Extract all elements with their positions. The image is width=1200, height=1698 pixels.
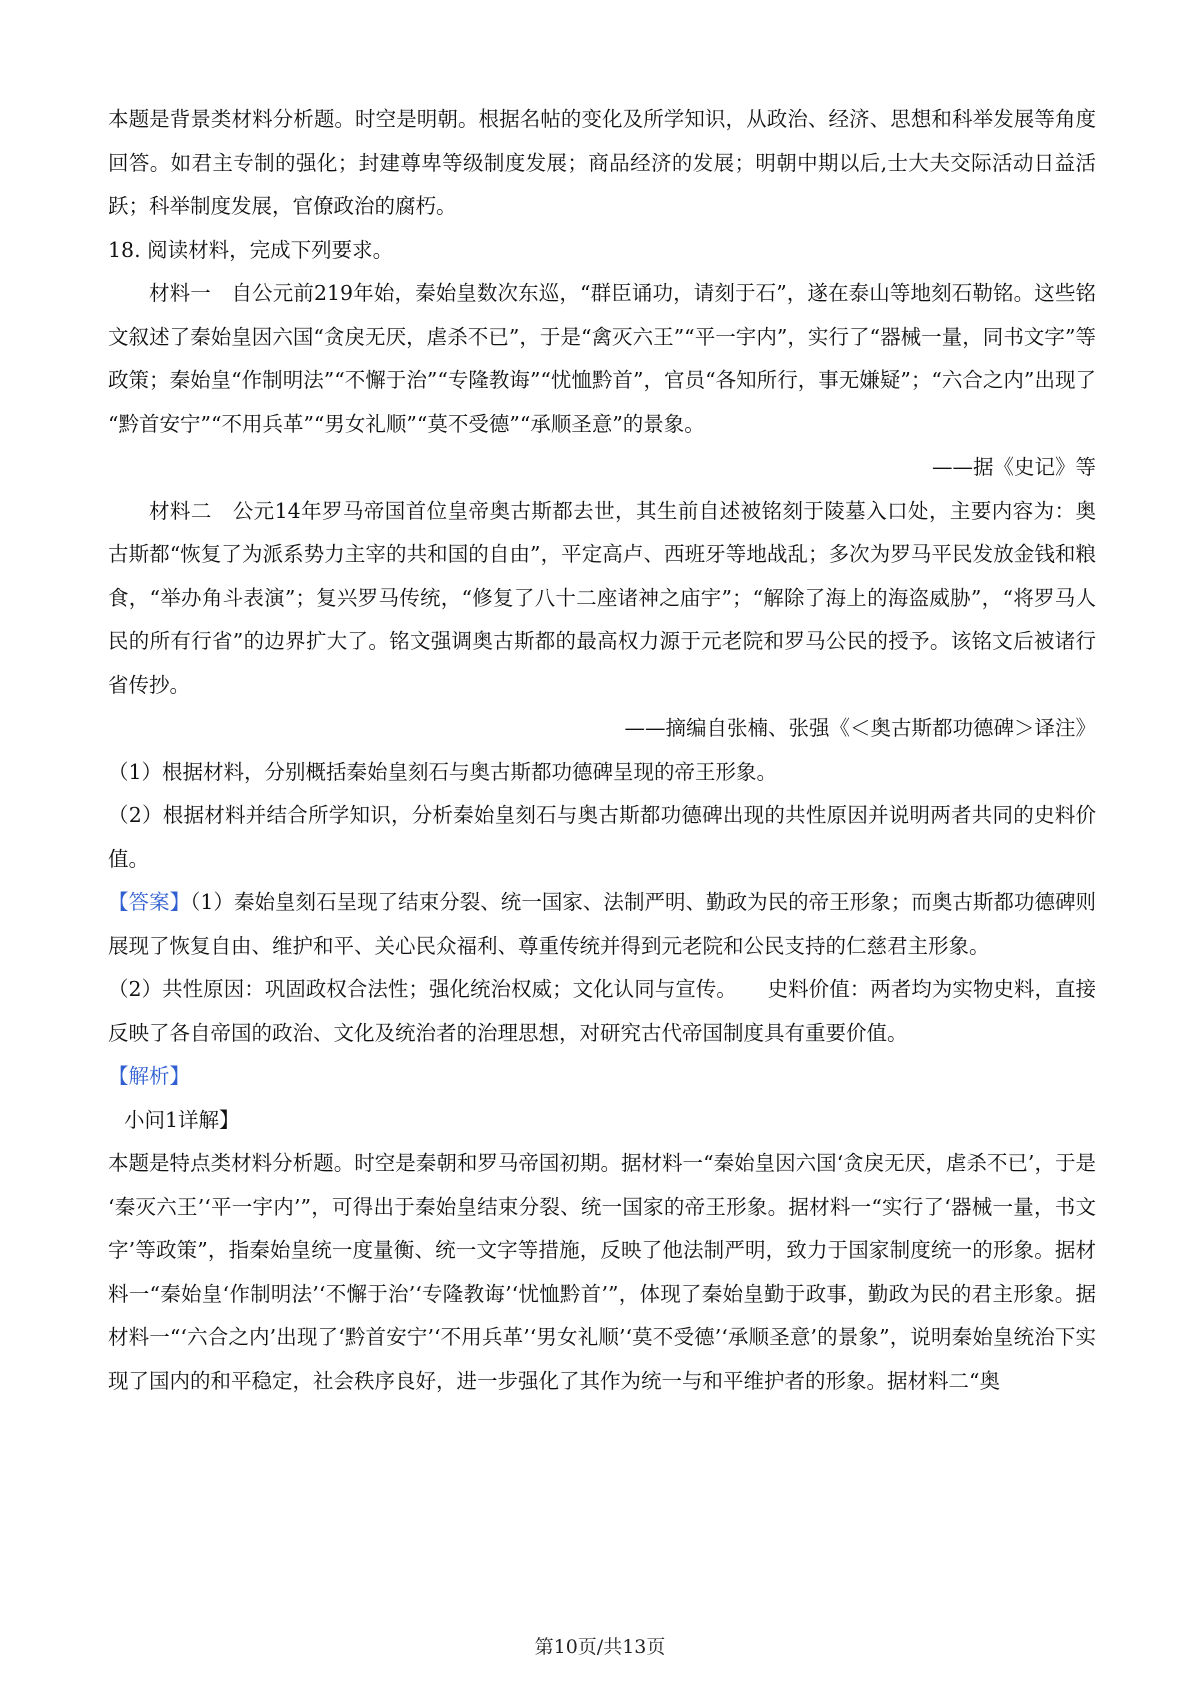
- page-footer: 第10页/共13页: [534, 1636, 666, 1658]
- analysis-subtitle: 小问1详解】: [124, 1107, 240, 1132]
- question-part-1: （1）根据材料，分别概括秦始皇刻石与奥古斯都功德碑呈现的帝王形象。: [108, 759, 778, 784]
- background-paragraph: 本题是背景类材料分析题。时空是明朝。根据名帖的变化及所学知识，从政治、经济、思想和科举发展等角度回答。如君主专制的强化；封建尊卑等级制度发展；商品经济的发展；明朝中期以后,士大夫交际活动日益活跃；科举制度发展，官僚政治的腐朽。: [108, 107, 1096, 218]
- answer-part-1: [108, 881, 1096, 968]
- question-stem: 18. 阅读材料，完成下列要求。: [108, 237, 394, 262]
- answer-tag: 【答案】: [108, 890, 191, 914]
- page-content: [108, 98, 1096, 1403]
- analysis-tag-line: [108, 1055, 1096, 1099]
- analysis-tag: 【解析】: [108, 1064, 190, 1088]
- answer-part-2: （2）共性原因：巩固政权合法性；强化统治权威；文化认同与宣传。 史料价值：两者均为实物史料，直接反映了各自帝国的政治、文化及统治者的治理思想，对研究古代帝国制度具有重要价值。: [108, 977, 1096, 1045]
- question-part-2: （2）根据材料并结合所学知识，分析秦始皇刻石与奥古斯都功德碑出现的共性原因并说明两者共同的史料价值。: [108, 803, 1096, 871]
- material-one: 材料一 自公元前219年始，秦始皇数次东巡，“群臣诵功，请刻于石”，遂在泰山等地刻石勒铭。这些铭文叙述了秦始皇因六国“贪戾无厌，虐杀不已”，于是“禽灭六王”“平一宇内”，实行了“器械一量，同书文字”等政策；秦始皇“作制明法”“不懈于治”“专隆教诲”“忧恤黔首”，官员“各知所行，事无嫌疑”；“六合之内”出现了“黔首安宁”“不用兵革”“男女礼顺”“莫不受德”“承顺圣意”的景象。: [108, 281, 1096, 436]
- material-two-source: ——摘编自张楠、张强《＜奥古斯都功德碑＞译注》: [624, 716, 1096, 740]
- material-one-source: ——据《史记》等: [932, 455, 1096, 479]
- material-two: 材料二 公元14年罗马帝国首位皇帝奥古斯都去世，其生前自述被铭刻于陵墓入口处，主要内容为：奥古斯都“恢复了为派系势力主宰的共和国的自由”，平定高卢、西班牙等地战乱；多次为罗马平民发放金钱和粮食，“举办角斗表演”；复兴罗马传统，“修复了八十二座诸神之庙宇”；“解除了海上的海盗威胁”，“将罗马人民的所有行省”的边界扩大了。铭文强调奥古斯都的最高权力源于元老院和罗马公民的授予。该铭文后被诸行省传抄。: [108, 498, 1096, 697]
- answer-part-1-text: （1）秦始皇刻石呈现了结束分裂、统一国家、法制严明、勤政为民的帝王形象；而奥古斯都功德碑则展现了恢复自由、维护和平、关心民众福利、尊重传统并得到元老院和公民支持的仁慈君主形象。: [108, 890, 1097, 958]
- analysis-paragraph: 本题是特点类材料分析题。时空是秦朝和罗马帝国初期。据材料一“秦始皇因六国‘贪戾无厌，虐杀不已’，于是‘秦灭六王’‘平一宇内’”，可得出于秦始皇结束分裂、统一国家的帝王形象。据材料一“实行了‘器械一量，书文字’等政策”，指秦始皇统一度量衡、统一文字等措施，反映了他法制严明，致力于国家制度统一的形象。据材料一“秦始皇‘作制明法’‘不懈于治’‘专隆教诲’‘忧恤黔首’”，体现了秦始皇勤于政事，勤政为民的君主形象。据材料一“‘六合之内’出现了‘黔首安宁’‘不用兵革’‘男女礼顺’‘莫不受德’‘承顺圣意’的景象”，说明秦始皇统治下实现了国内的和平稳定，社会秩序良好，进一步强化了其作为统一与和平维护者的形象。据材料二“奥: [108, 1151, 1096, 1393]
